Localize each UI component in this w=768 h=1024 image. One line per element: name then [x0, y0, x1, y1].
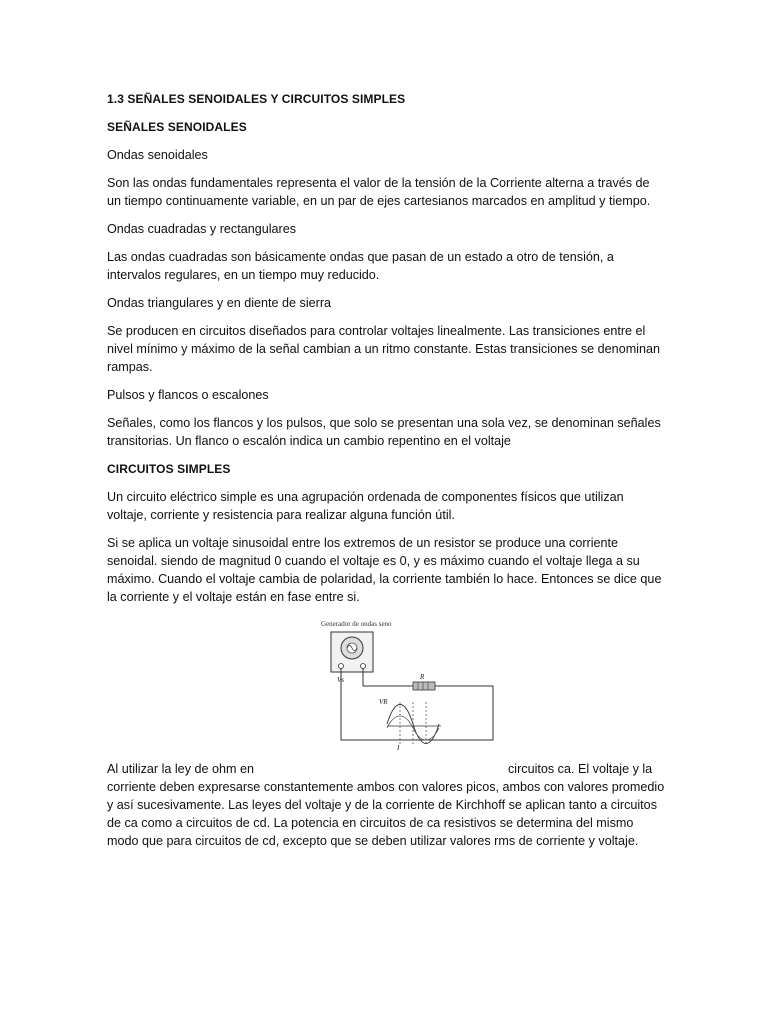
paragraph-voltaje-sinusoidal: Si se aplica un voltaje sinusoidal entre los extremos de un resistor se produce una corriente senoidal. siendo de magnitud 0 cuando el voltaje es 0, y es máximo cuando el voltaje llega a su máximo. Cuando el voltaje cambia de polaridad, la corriente también lo hace. Entonces se dice que la corriente y el voltaje están en fase entre si.	[107, 536, 662, 604]
paragraph-ondas-senoidales: Son las ondas fundamentales representa el valor de la tensión de la Corriente alterna a través de un tiempo continuamente variable, en un par de ejes cartesianos marcados en amplitud y tiempo.	[107, 176, 651, 208]
subheading-ondas-cuadradas: Ondas cuadradas y rectangulares	[107, 222, 297, 236]
paragraph-pulsos: Señales, como los flancos y los pulsos, que solo se presentan una sola vez, se denominan señales transitorias. Un flanco o escalón indica un cambio repentino en el voltaje	[107, 416, 661, 448]
wire-loop	[341, 668, 493, 740]
label-vs: Vs	[337, 676, 344, 684]
paragraph-ley-ohm-start: Al utilizar la ley de ohm en	[107, 762, 254, 776]
subheading-pulsos: Pulsos y flancos o escalones	[107, 388, 269, 402]
resistor	[413, 682, 435, 690]
label-i: I	[397, 744, 400, 752]
terminal-left	[339, 664, 344, 669]
document-page	[107, 90, 667, 860]
paragraph-ondas-triangulares: Se producen en circuitos diseñados para controlar voltajes linealmente. Las transiciones entre el nivel mínimo y máximo de la señal cambian a un ritmo constante. Estas transiciones se denominan rampas.	[107, 324, 660, 374]
document-title: 1.3 SEÑALES SENOIDALES Y CIRCUITOS SIMPLES	[107, 92, 406, 106]
circuit-figure	[107, 616, 667, 754]
subheading-ondas-senoidales: Ondas senoidales	[107, 148, 208, 162]
subheading-ondas-triangulares: Ondas triangulares y en diente de sierra	[107, 296, 332, 310]
terminal-right	[361, 664, 366, 669]
label-vr: VR	[379, 698, 388, 706]
section-heading-senoidales: SEÑALES SENOIDALES	[107, 120, 247, 134]
figure-caption: Generador de ondas seno	[321, 620, 392, 628]
circuit-diagram	[317, 616, 507, 752]
section-heading-circuitos: CIRCUITOS SIMPLES	[107, 462, 231, 476]
label-r: R	[420, 673, 425, 681]
paragraph-ley-ohm-rest: circuitos ca. El voltaje y la corriente deben expresarse constantemente ambos con valores picos, ambos con valores promedio y así sucesivamente. Las leyes del voltaje y de la corriente de Kirchhoff se aplican tanto a circuitos de ca como a circuitos de cd. La potencia en circuitos de ca resistivos se determina del mismo modo que para circuitos de cd, excepto que se deben utilizar valores rms de corriente y voltaje.	[107, 762, 665, 848]
paragraph-circuito-simple: Un circuito eléctrico simple es una agrupación ordenada de componentes físicos que utilizan voltaje, corriente y resistencia para realizar alguna función útil.	[107, 490, 624, 522]
paragraph-ondas-cuadradas: Las ondas cuadradas son básicamente ondas que pasan de un estado a otro de tensión, a intervalos regulares, en un tiempo muy reducido.	[107, 250, 614, 282]
paragraph-ley-ohm	[107, 760, 667, 850]
